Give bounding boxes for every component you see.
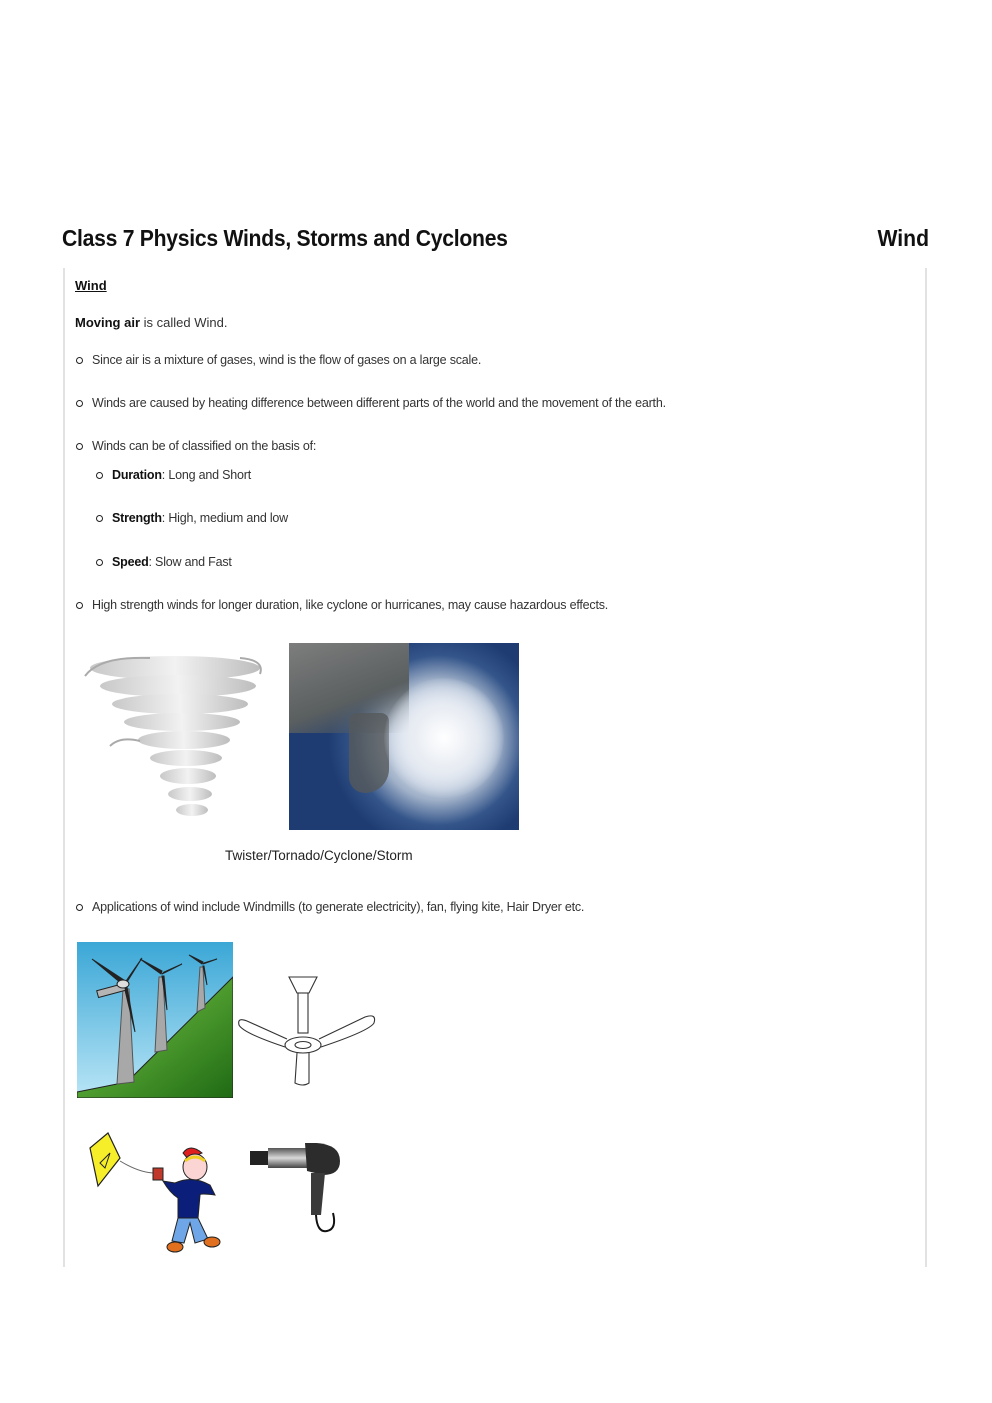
bullet-icon — [96, 472, 103, 479]
page-title: Class 7 Physics Winds, Storms and Cyclones — [62, 225, 508, 251]
section-heading: Wind — [75, 278, 107, 293]
hurricane-satellite-image — [289, 643, 519, 830]
bullet-icon — [76, 602, 83, 609]
figure-caption: Twister/Tornado/Cyclone/Storm — [225, 848, 413, 863]
bullet-icon — [96, 559, 103, 566]
intro-text: is called Wind. — [140, 315, 228, 330]
page-topic: Wind — [877, 225, 929, 251]
list-item: Winds can be of classified on the basis of: — [76, 439, 316, 453]
bullet-icon — [76, 904, 83, 911]
list-item: Since air is a mixture of gases, wind is the flow of gases on a large scale. — [76, 353, 481, 367]
bullet-icon — [76, 443, 83, 450]
bullet-icon — [76, 400, 83, 407]
boy-flying-kite-illustration — [80, 1123, 230, 1258]
sub-list-item: Duration : Long and Short — [96, 468, 251, 482]
intro-bold: Moving air — [75, 315, 141, 330]
bullet-icon — [76, 357, 83, 364]
sub-list-item: Strength : High, medium and low — [96, 511, 288, 525]
bullet-icon — [96, 515, 103, 522]
content-box — [63, 268, 927, 1267]
list-item: High strength winds for longer duration, like cyclone or hurricanes, may cause hazardous effects. — [76, 598, 608, 612]
tornado-illustration — [80, 646, 275, 826]
sub-list-item: Speed : Slow and Fast — [96, 555, 232, 569]
hair-dryer-illustration — [245, 1143, 350, 1243]
windmills-illustration — [77, 942, 233, 1098]
intro-paragraph — [75, 315, 227, 330]
ceiling-fan-illustration — [237, 973, 377, 1088]
list-item: Applications of wind include Windmills (to generate electricity), fan, flying kite, Hair Dryer etc. — [76, 900, 584, 914]
list-item: Winds are caused by heating difference between different parts of the world and the movement of the earth. — [76, 396, 666, 410]
